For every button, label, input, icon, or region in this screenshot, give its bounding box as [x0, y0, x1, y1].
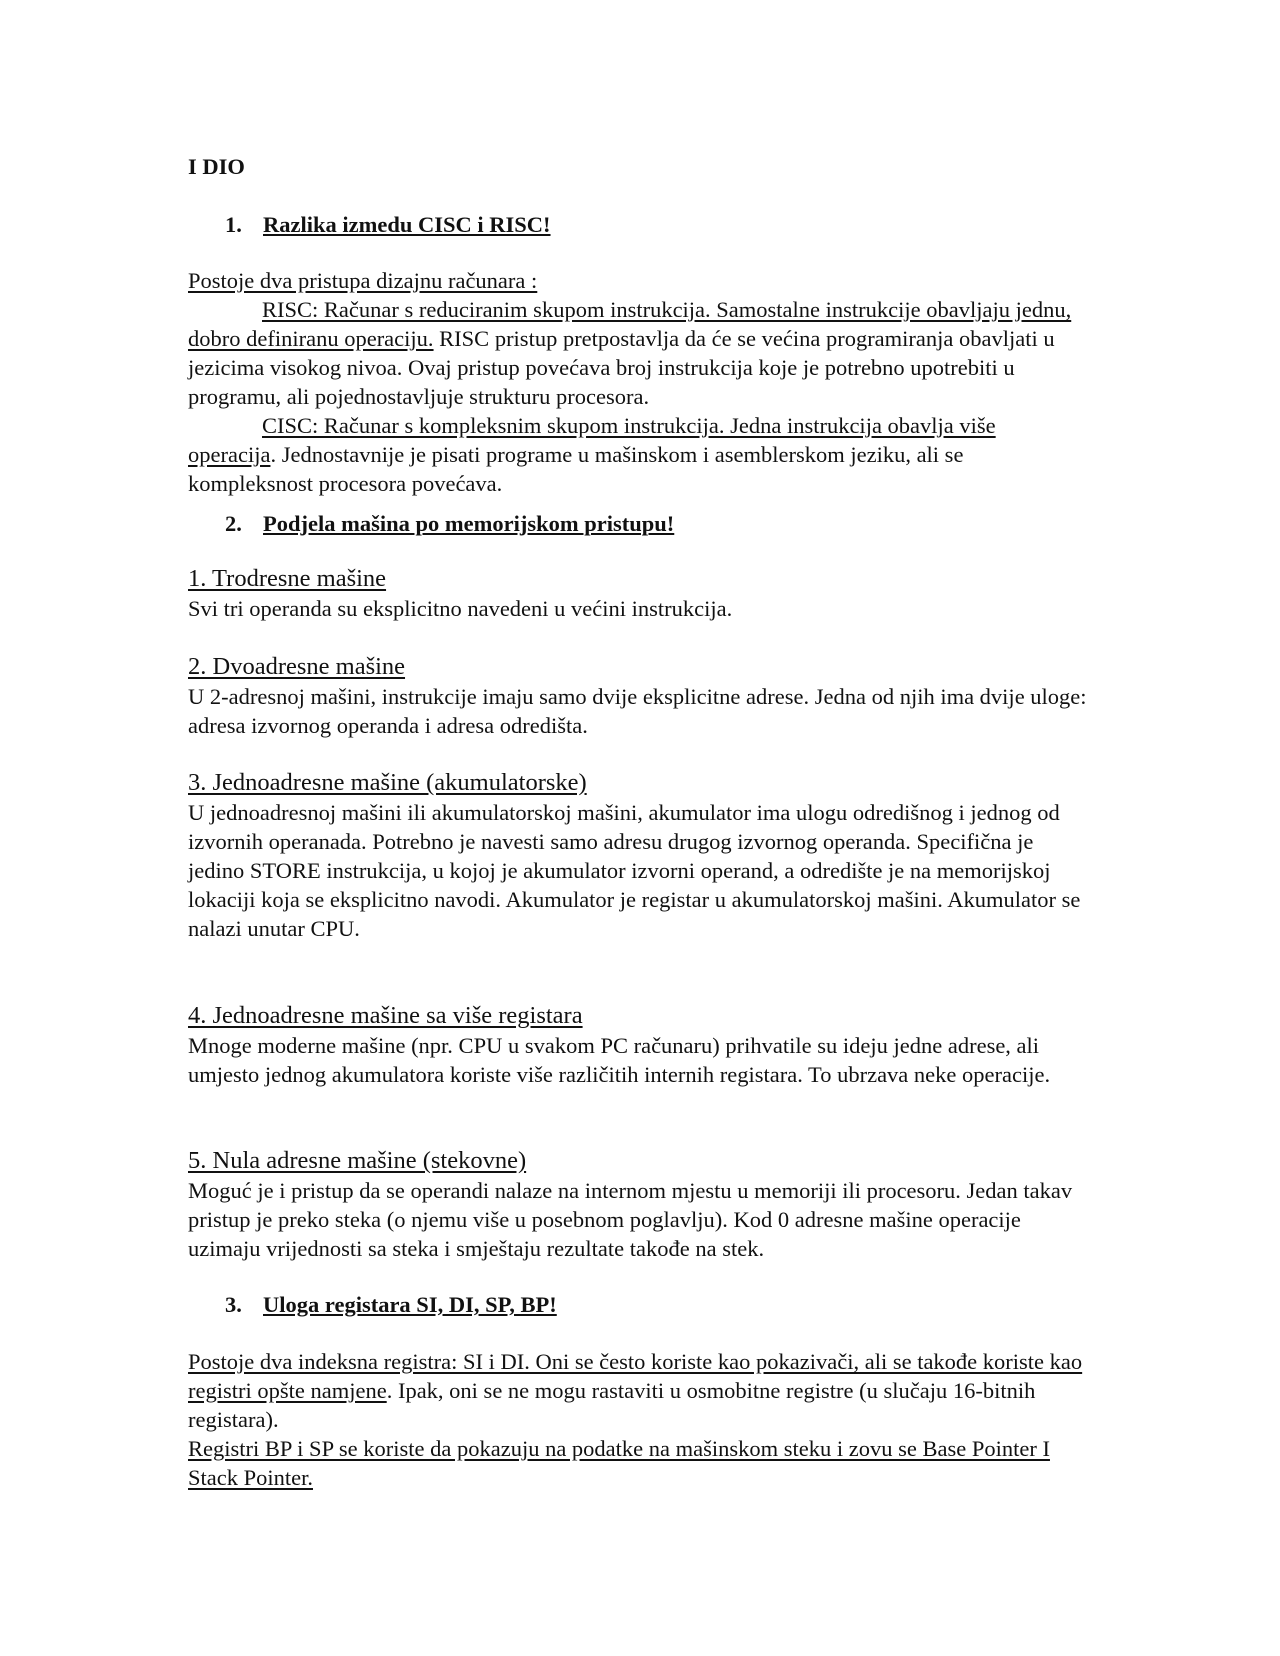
- q1-body: [188, 266, 1088, 498]
- q1-number: 1.: [225, 212, 242, 237]
- q1-heading: [225, 210, 551, 239]
- q2-item-title: 1. Trodresne mašine: [188, 565, 387, 592]
- q1-cisc-definition: CISC: Računar s kompleksnim skupom instrukcija. Jedna instrukcija obavlja više operacija: [188, 413, 996, 467]
- q3-heading-text: Uloga registara SI, DI, SP, BP!: [263, 1292, 557, 1317]
- page-title: I DIO: [188, 154, 245, 179]
- q2-item-title: 3. Jednoadresne mašine (akumulatorske): [188, 769, 587, 796]
- q2-heading: [225, 509, 674, 538]
- q2-number: 2.: [225, 511, 242, 536]
- q1-risc-text: RISC pristup pretpostavlja da će se većina programiranja obavljati u jezicima visokog nivoa. Ovaj pristup povećava broj instrukcija koje je potrebno upotrebiti u programu, ali pojednostavljuje strukturu procesora.: [188, 326, 1055, 409]
- q2-item-title: 5. Nula adresne mašine (stekovne): [188, 1147, 527, 1174]
- q3-heading: [225, 1290, 557, 1319]
- q2-item-text: U 2-adresnoj mašini, instrukcije imaju samo dvije eksplicitne adrese. Jedna od njih ima dvije uloge: adresa izvornog operanda i adresa odredišta.: [188, 684, 1087, 738]
- q2-item: [188, 768, 1088, 943]
- q3-number: 3.: [225, 1292, 242, 1317]
- q2-item-text: Svi tri operanda su eksplicitno navedeni u većini instrukcija.: [188, 596, 733, 621]
- q3-paragraph-2: Registri BP i SP se koriste da pokazuju na podatke na mašinskom steku i zovu se Base Pointer I Stack Pointer.: [188, 1436, 1050, 1490]
- q2-item: [188, 1146, 1088, 1263]
- q2-item: [188, 1001, 1088, 1089]
- q1-heading-text: Razlika izmedu CISC i RISC!: [263, 212, 551, 237]
- q1-cisc-text: . Jednostavnije je pisati programe u mašinskom i asemblerskom jeziku, ali se kompleksnost procesora povećava.: [188, 442, 964, 496]
- q3-paragraph-1: [188, 1347, 1088, 1434]
- q3-paragraph-1-text: . Ipak, oni se ne mogu rastaviti u osmobitne registre (u slučaju 16-bitnih registara).: [188, 1378, 1036, 1432]
- q2-item-text: Moguć je i pristup da se operandi nalaze na internom mjestu u memoriji ili procesoru. Jedan takav pristup je preko steka (o njemu više u posebnom poglavlju). Kod 0 adresne mašine operacije uzimaju vrijednosti sa steka i smještaju rezultate takođe na stek.: [188, 1178, 1073, 1261]
- q2-item-title: 2. Dvoadresne mašine: [188, 653, 406, 680]
- q2-item: [188, 652, 1088, 740]
- q2-item-title: 4. Jednoadresne mašine sa više registara: [188, 1002, 583, 1029]
- q3-body: [188, 1347, 1088, 1492]
- q1-cisc-paragraph: [188, 411, 1088, 498]
- q1-risc-definition: RISC: Računar s reduciranim skupom instrukcija. Samostalne instrukcije obavljaju jednu, dobro definiranu operaciju.: [188, 297, 1072, 351]
- q1-intro: Postoje dva pristupa dizajnu računara :: [188, 268, 538, 293]
- q3-paragraph-1-underlined: Postoje dva indeksna registra: SI i DI. Oni se često koriste kao pokazivači, ali se takođe koriste kao registri opšte namjene: [188, 1349, 1083, 1403]
- q1-risc-paragraph: [188, 295, 1088, 411]
- q2-heading-text: Podjela mašina po memorijskom pristupu!: [263, 511, 675, 536]
- q2-item: [188, 564, 1088, 623]
- q2-item-text: Mnoge moderne mašine (npr. CPU u svakom PC računaru) prihvatile su ideju jedne adrese, ali umjesto jednog akumulatora koriste više različitih internih registara. To ubrzava neke operacije.: [188, 1033, 1051, 1087]
- q2-item-text: U jednoadresnoj mašini ili akumulatorskoj mašini, akumulator ima ulogu odredišnog i jednog od izvornih operanada. Potrebno je navesti samo adresu drugog izvornog operanda. Specifična je jedino STORE instrukcija, u kojoj je akumulator izvorni operand, a odredište je na memorijskoj lokaciji koja se eksplicitno navodi. Akumulator je registar u akumulatorskoj mašini. Akumulator se nalazi unutar CPU.: [188, 800, 1081, 941]
